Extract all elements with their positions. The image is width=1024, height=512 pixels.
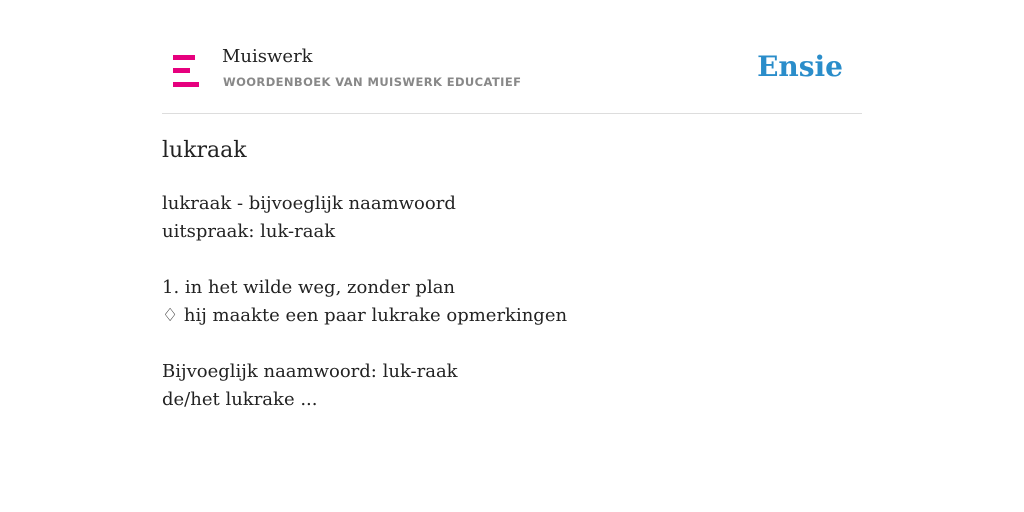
brand-subtitle: WOORDENBOEK VAN MUISWERK EDUCATIEF xyxy=(223,75,522,89)
entry-title: lukraak xyxy=(162,138,247,163)
definition-line-example: ♢ hij maakte een paar lukrake opmerkingen xyxy=(162,305,568,326)
ensie-logo[interactable]: Ensie xyxy=(757,50,843,83)
definition-line-meaning: 1. in het wilde weg, zonder plan xyxy=(162,277,456,298)
brand-name[interactable]: Muiswerk xyxy=(222,46,313,67)
header xyxy=(162,0,862,114)
logo-bar-top xyxy=(173,55,195,60)
logo-bar-middle xyxy=(173,68,190,73)
definition-line-blank xyxy=(162,246,567,274)
definition-line-hyphenation: Bijvoeglijk naamwoord: luk-raak xyxy=(162,361,458,382)
logo-bar-bottom xyxy=(173,82,199,87)
definition-line-pronunciation: uitspraak: luk-raak xyxy=(162,221,336,242)
definition-body xyxy=(162,190,567,414)
definition-line-pos: lukraak - bijvoeglijk naamwoord xyxy=(162,193,456,214)
page-container xyxy=(162,0,862,410)
muiswerk-logo-icon[interactable] xyxy=(173,55,199,87)
definition-line-inflection: de/het lukrake ... xyxy=(162,389,318,410)
definition-line-blank-2 xyxy=(162,330,567,358)
